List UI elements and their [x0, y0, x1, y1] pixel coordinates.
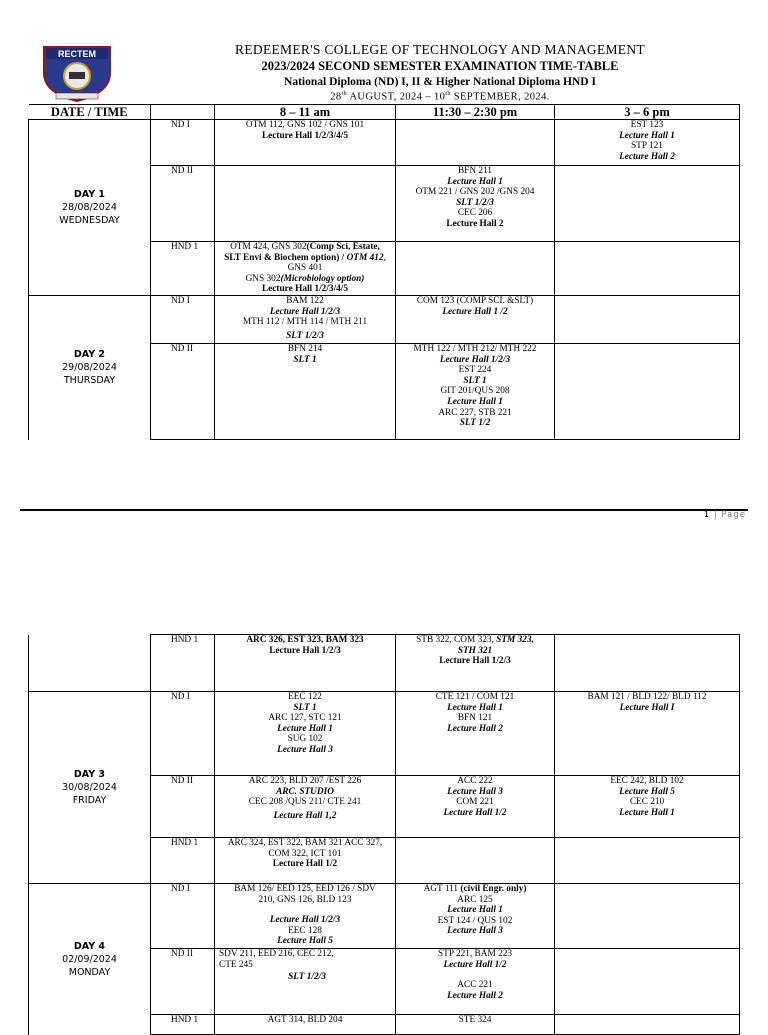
exam-cell [555, 635, 740, 692]
exam-cell: CTE 121 / COM 121 Lecture Hall 1 BFN 121 Lecture Hall 2 [396, 692, 555, 776]
exam-cell: STP 221, BAM 223 Lecture Hall 1/2 ACC 221 Lecture Hall 2 [396, 949, 555, 1015]
header-row [29, 105, 740, 120]
exam-cell [555, 344, 740, 440]
table-row [29, 296, 740, 344]
col-header-midday: 11:30 – 2:30 pm [396, 105, 555, 120]
level-cell: HND 1 [151, 242, 215, 296]
college-name: REDEEMER'S COLLEGE OF TECHNOLOGY AND MANAGEMENT [235, 42, 645, 57]
exam-cell [555, 1015, 740, 1035]
exam-cell: BFN 214 SLT 1 [215, 344, 396, 440]
level-cell: ND I [151, 120, 215, 166]
timetable-title: 2023/2024 SECOND SEMESTER EXAMINATION TIME-TABLE [261, 59, 619, 73]
level-cell: ND I [151, 692, 215, 776]
exam-cell [555, 949, 740, 1015]
col-header-level [151, 105, 215, 120]
exam-cell: BAM 122 Lecture Hall 1/2/3 MTH 112 / MTH 114 / MTH 211 SLT 1/2/3 [215, 296, 396, 344]
exam-cell: OTM 112, GNS 102 / GNS 101 Lecture Hall 1/2/3/4/5 [215, 120, 396, 166]
exam-cell [555, 166, 740, 242]
day-cell: DAY 4 02/09/2024 MONDAY [29, 884, 151, 1035]
exam-cell: SDV 211, EED 216, CEC 212, CTE 245 SLT 1/2/3 [215, 949, 396, 1015]
college-logo [36, 43, 118, 103]
exam-cell: EEC 242, BLD 102 Lecture Hall 5 CEC 210 Lecture Hall 1 [555, 776, 740, 838]
exam-cell: ACC 222 Lecture Hall 3 COM 221 Lecture Hall 1/2 [396, 776, 555, 838]
day-cell: DAY 2 29/08/2024 THURSDAY [29, 296, 151, 440]
day-cell: DAY 3 30/08/2024 FRIDAY [29, 692, 151, 884]
exam-cell [555, 296, 740, 344]
exam-cell: BAM 126/ EED 125, EED 126 / SDV 210, GNS 126, BLD 123 Lecture Hall 1/2/3 EEC 128 Lecture Hall 5 [215, 884, 396, 949]
exam-cell [555, 884, 740, 949]
exam-cell: ARC 326, EST 323, BAM 323 Lecture Hall 1/2/3 [215, 635, 396, 692]
day-cell: DAY 1 28/08/2024 WEDNESDAY [29, 120, 151, 296]
timetable-page1 [28, 104, 740, 440]
exam-cell: AGT 314, BLD 204 [215, 1015, 396, 1035]
exam-cell [396, 838, 555, 884]
level-cell: ND I [151, 296, 215, 344]
page-divider [20, 509, 748, 511]
table-row [29, 635, 740, 692]
exam-cell: ARC 324, EST 322, BAM 321 ACC 327, COM 322, ICT 101 Lecture Hall 1/2 [215, 838, 396, 884]
day-cell-continued [29, 635, 151, 692]
level-cell: ND II [151, 776, 215, 838]
exam-cell: STB 322, COM 323, STM 323, STH 321 Lecture Hall 1/2/3 [396, 635, 555, 692]
level-cell: HND 1 [151, 838, 215, 884]
exam-cell: EEC 122 SLT 1 ARC 127, STC 121 Lecture Hall 1 SUG 102 Lecture Hall 3 [215, 692, 396, 776]
exam-cell: COM 123 (COMP SCI. &SLT) Lecture Hall 1 /2 [396, 296, 555, 344]
programmes-line: National Diploma (ND) I, II & Higher National Diploma HND I [284, 76, 596, 88]
exam-cell [396, 120, 555, 166]
exam-dates: 28th AUGUST, 2024 – 10th SEPTEMBER, 2024. [330, 91, 550, 103]
exam-cell [555, 242, 740, 296]
exam-cell: BAM 121 / BLD 122/ BLD 112 Lecture Hall I [555, 692, 740, 776]
level-cell: ND I [151, 884, 215, 949]
exam-cell: STE 324 [396, 1015, 555, 1035]
col-header-morning: 8 – 11 am [215, 105, 396, 120]
exam-cell: BFN 211 Lecture Hall 1 OTM 221 / GNS 202 /GNS 204 SLT 1/2/3 CEC 206 Lecture Hall 2 [396, 166, 555, 242]
level-cell: HND 1 [151, 1015, 215, 1035]
exam-cell: OTM 424, GNS 302(Comp Sci, Estate, SLT Envi & Biochem option) / OTM 412, GNS 401 GNS 302(Microbiology option) Lecture Hall 1/2/3/4/5 [215, 242, 396, 296]
exam-cell [555, 838, 740, 884]
table-row [29, 692, 740, 776]
exam-cell [396, 242, 555, 296]
page-number: 1 | Page [703, 510, 746, 520]
exam-cell: EST 123 Lecture Hall 1 STP 121 Lecture Hall 2 [555, 120, 740, 166]
table-row [29, 884, 740, 949]
col-header-date: DATE / TIME [29, 105, 151, 120]
timetable-page2 [28, 634, 740, 1035]
level-cell: HND 1 [151, 635, 215, 692]
exam-cell: AGT 111 (civil Engr. only) ARC 125 Lecture Hall 1 EST 124 / QUS 102 Lecture Hall 3 [396, 884, 555, 949]
exam-cell [215, 166, 396, 242]
level-cell: ND II [151, 949, 215, 1015]
level-cell: ND II [151, 344, 215, 440]
col-header-evening: 3 – 6 pm [555, 105, 740, 120]
svg-text:RECTEM: RECTEM [58, 49, 96, 59]
exam-cell: ARC 223, BLD 207 /EST 226 ARC. STUDIO CEC 208 /QUS 211/ CTE 241 Lecture Hall 1,2 [215, 776, 396, 838]
level-cell: ND II [151, 166, 215, 242]
table-row [29, 120, 740, 166]
exam-cell: MTH 122 / MTH 212/ MTH 222 Lecture Hall 1/2/3 EST 224 SLT 1 GIT 201/QUS 208 Lecture Hall 1 ARC 227, STB 221 SLT 1/2 [396, 344, 555, 440]
